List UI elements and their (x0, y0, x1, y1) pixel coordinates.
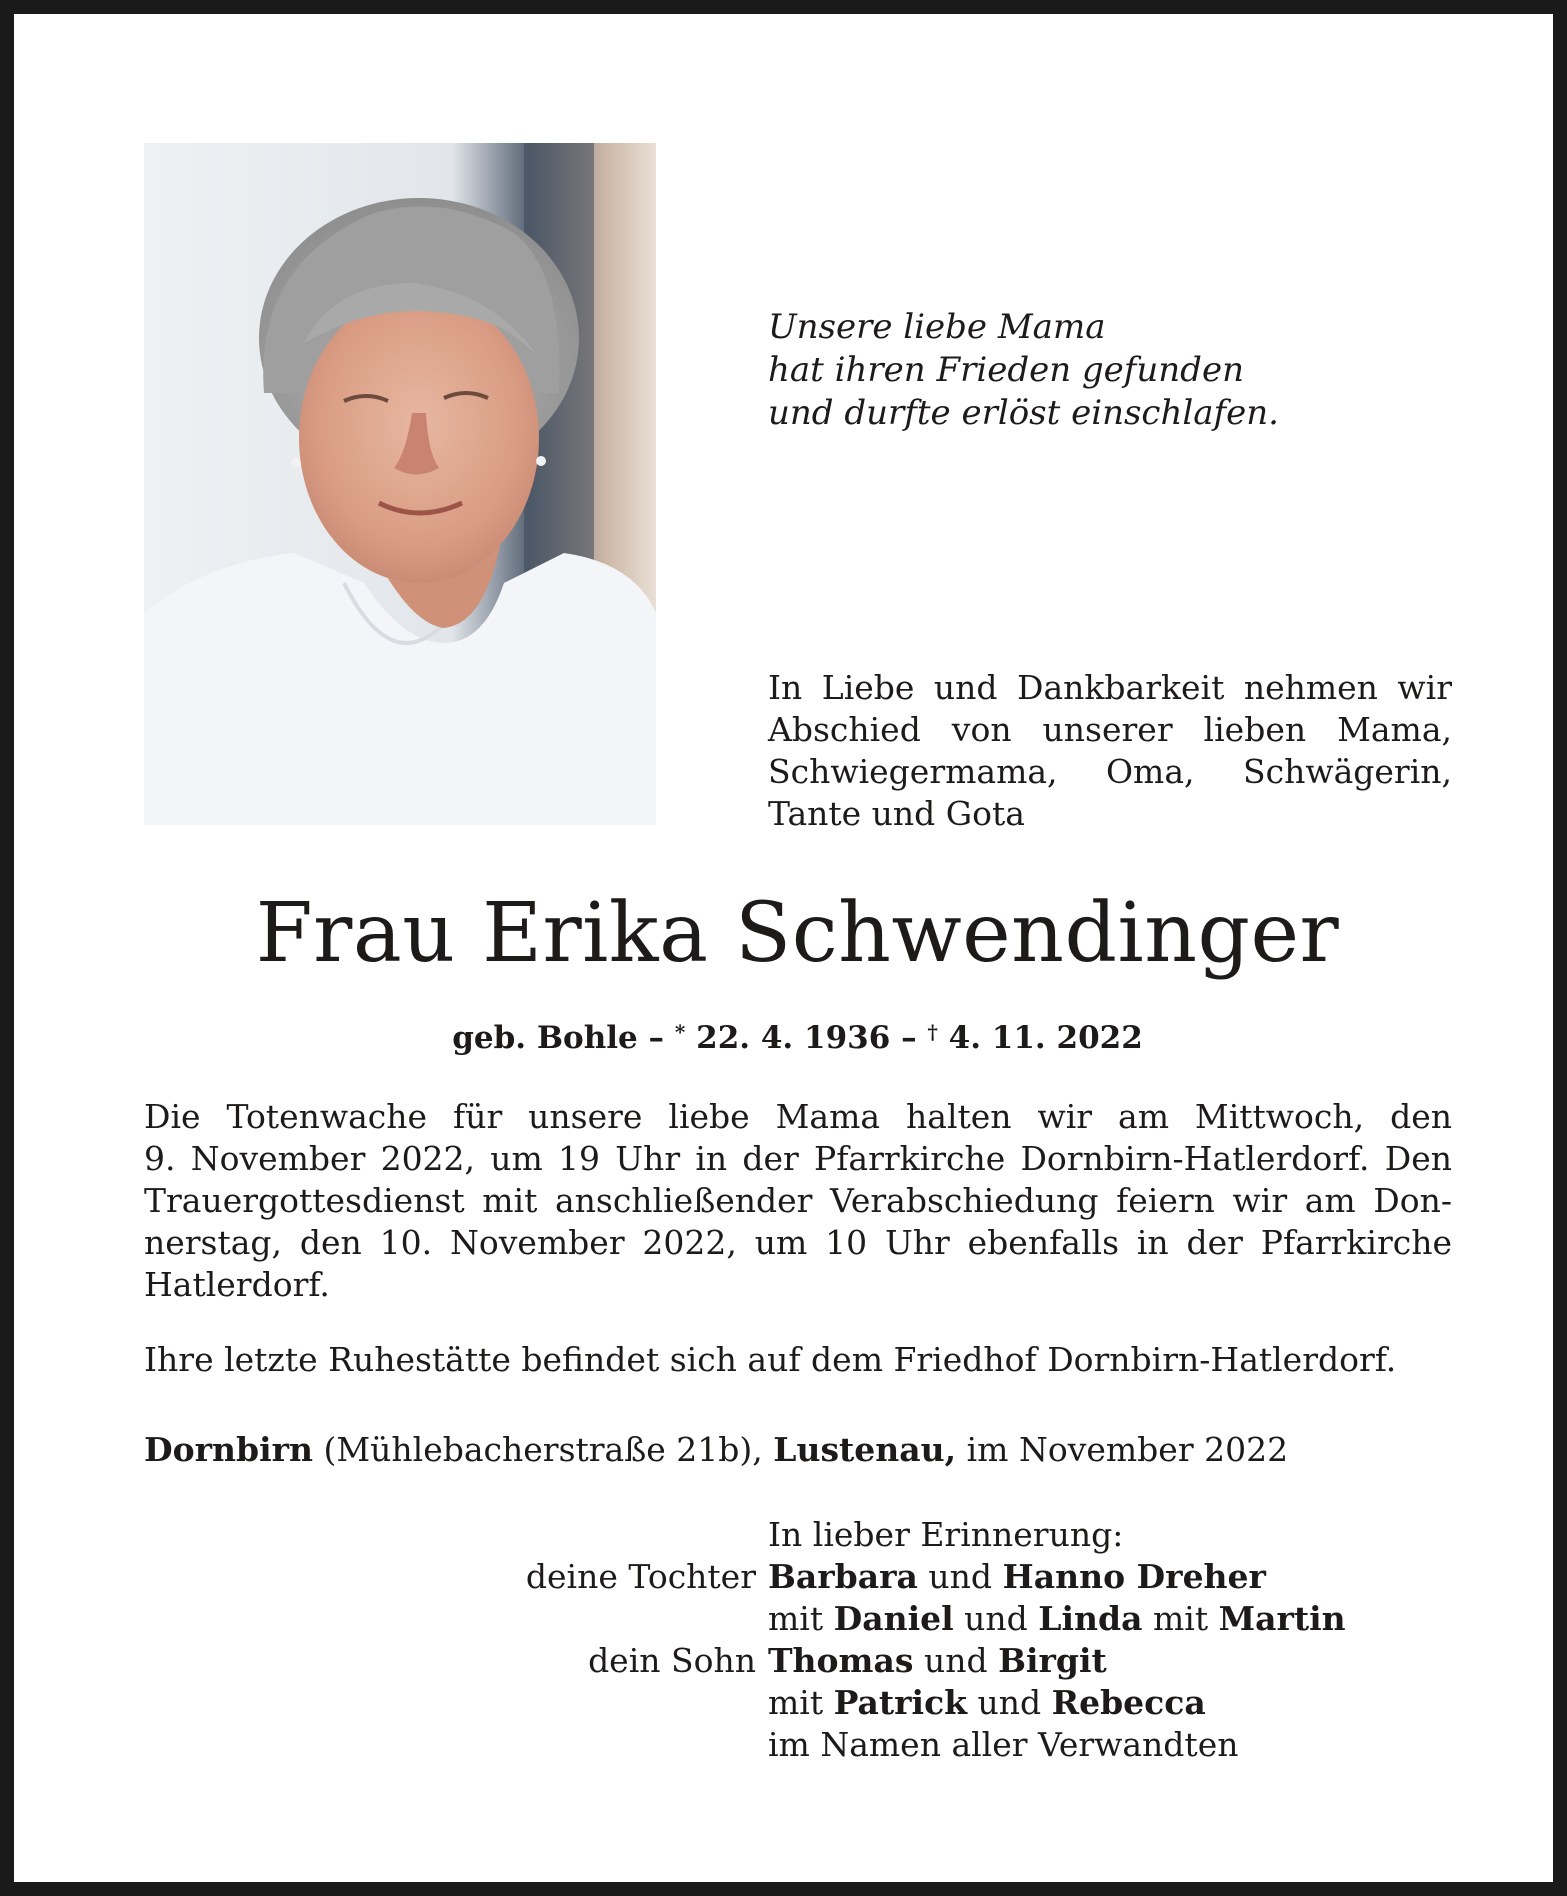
date: im November 2022 (956, 1430, 1289, 1469)
daughter-row (14, 1556, 1567, 1598)
conjunction: und (913, 1641, 999, 1680)
service-line: Hatlerdorf. (144, 1265, 330, 1304)
name: Hanno Dreher (1002, 1557, 1266, 1596)
signature-block (14, 1514, 1567, 1766)
name: Patrick (833, 1683, 968, 1722)
death-date: 4. 11. 2022 (937, 1020, 1143, 1056)
service-details (144, 1096, 1452, 1306)
grandchildren-row (14, 1598, 1567, 1640)
quote-line: hat ihren Frieden gefunden (768, 350, 1244, 390)
maiden-name: geb. Bohle (452, 1020, 638, 1056)
resting-place: Ihre letzte Ruhestätte befindet sich auf dem Friedhof Dornbirn-Hatlerdorf. (144, 1340, 1397, 1379)
service-line: 9. November 2022, um 19 Uhr in der Pfarrkirche Dornbirn-Hatlerdorf. Den (144, 1139, 1452, 1178)
birth-symbol: * (674, 1020, 686, 1044)
name: Birgit (998, 1641, 1107, 1680)
farewell-intro (768, 667, 1452, 835)
conjunction: und (953, 1599, 1039, 1638)
relatives-row (14, 1724, 1567, 1766)
intro-line: Abschied von unserer lieben Mama, (768, 710, 1452, 749)
city-lustenau: Lustenau, (773, 1430, 957, 1469)
quote-line: Unsere liebe Mama (768, 307, 1106, 347)
signature-heading-row (14, 1514, 1567, 1556)
memorial-quote (768, 306, 1328, 435)
name: Barbara (768, 1557, 918, 1596)
name: Martin (1218, 1599, 1346, 1638)
city-dornbirn: Dornbirn (144, 1430, 313, 1469)
conjunction: mit (768, 1683, 834, 1722)
service-line: Trauergottesdienst mit anschließender Verabschiedung feiern wir am Don- (144, 1181, 1452, 1220)
portrait-photo (144, 143, 656, 825)
service-line: Die Totenwache für unsere liebe Mama halten wir am Mittwoch, den (144, 1097, 1452, 1136)
daughter-names (768, 1556, 1266, 1598)
relatives-line: im Namen aller Verwandten (768, 1725, 1239, 1764)
intro-line: In Liebe und Dankbarkeit nehmen wir (768, 668, 1452, 707)
conjunction: mit (768, 1599, 834, 1638)
life-dates (14, 1012, 1567, 1058)
grandchildren-names (768, 1598, 1346, 1640)
son-row (14, 1640, 1567, 1682)
name: Rebecca (1051, 1683, 1206, 1722)
separator: – (637, 1020, 675, 1056)
intro-line: Tante und Gota (768, 794, 1025, 833)
place-and-date (144, 1429, 1452, 1471)
deceased-name: Frau Erika Schwendinger (255, 886, 1340, 981)
conjunction: mit (1142, 1599, 1219, 1638)
separator: – (890, 1020, 928, 1056)
intro-line: Schwiegermama, Oma, Schwägerin, (768, 752, 1452, 791)
son-label: dein Sohn (588, 1641, 756, 1680)
address: (Mühlebacherstraße 21b), (313, 1430, 774, 1469)
grandchildren-row (14, 1682, 1567, 1724)
conjunction: und (967, 1683, 1052, 1722)
name: Thomas (768, 1641, 914, 1680)
death-symbol: † (927, 1020, 938, 1044)
quote-line: und durfte erlöst einschlafen. (768, 393, 1279, 433)
name: Daniel (833, 1599, 954, 1638)
service-line: nerstag, den 10. November 2022, um 10 Uhr ebenfalls in der Pfarrkirche (144, 1223, 1452, 1262)
grandchildren-names (768, 1682, 1206, 1724)
signature-heading: In lieber Erinnerung: (768, 1515, 1124, 1554)
portrait-image (144, 143, 656, 825)
son-names (768, 1640, 1107, 1682)
name: Linda (1038, 1599, 1143, 1638)
conjunction: und (917, 1557, 1003, 1596)
birth-date: 22. 4. 1936 (685, 1020, 891, 1056)
daughter-label: deine Tochter (525, 1557, 756, 1596)
